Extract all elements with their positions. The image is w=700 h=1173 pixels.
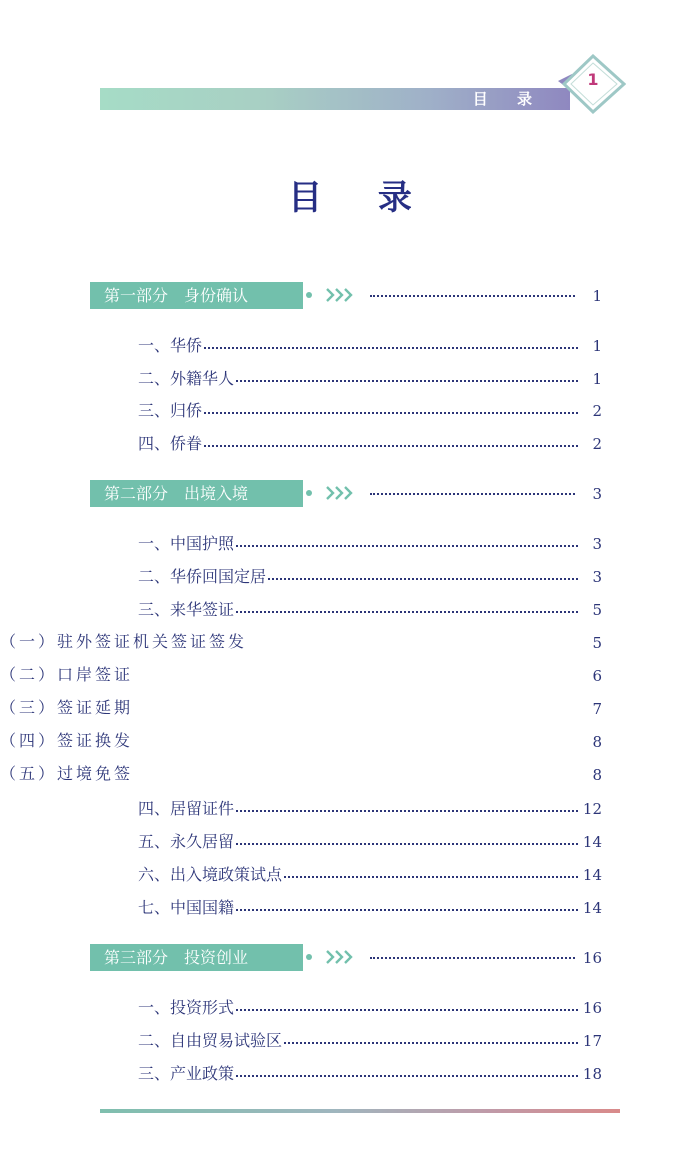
entry-label: 六、出入境政策试点 [138, 865, 283, 884]
toc-entry-row[interactable] [0, 430, 700, 458]
toc-subentry-row[interactable] [0, 728, 700, 756]
toc-entry-row[interactable] [0, 861, 700, 889]
page-number: 16 [582, 999, 602, 1017]
page-number: 8 [592, 766, 602, 784]
toc-entry-row[interactable] [0, 1060, 700, 1088]
dot-leader [370, 295, 575, 297]
toc-entry-row[interactable] [0, 828, 700, 856]
section-label: 第二部分 出境入境 [104, 484, 249, 503]
entry-label: 四、居留证件 [138, 799, 235, 818]
dot-leader [284, 1042, 578, 1044]
toc-section-row[interactable] [0, 480, 700, 508]
toc-entry-row[interactable] [0, 596, 700, 624]
page-number: 2 [592, 435, 602, 453]
entry-label: （三）签证延期 [0, 698, 134, 717]
bottom-rule [100, 1109, 620, 1113]
entry-label: 三、归侨 [138, 401, 203, 420]
entry-label: 五、永久居留 [138, 832, 235, 851]
section-tab [90, 480, 303, 507]
dot-leader [236, 909, 578, 911]
page-number: 16 [582, 949, 602, 967]
entry-label: 一、中国护照 [138, 534, 235, 553]
dot-leader [370, 493, 575, 495]
page-number: 8 [592, 733, 602, 751]
page-number: 1 [592, 287, 602, 305]
page-number: 1 [592, 337, 602, 355]
toc-entry-row[interactable] [0, 563, 700, 591]
dot-leader [236, 1009, 578, 1011]
page-number: 12 [582, 800, 602, 818]
page-number: 17 [582, 1032, 602, 1050]
toc-entry-row[interactable] [0, 795, 700, 823]
entry-label: （五）过境免签 [0, 764, 134, 783]
toc-entry-row[interactable] [0, 530, 700, 558]
toc-subentry-row[interactable] [0, 629, 700, 657]
page-number: 3 [592, 535, 602, 553]
toc-entry-row[interactable] [0, 397, 700, 425]
entry-label: 四、侨眷 [138, 434, 203, 453]
chevrons-icon [303, 944, 363, 972]
chevrons-icon [303, 282, 363, 310]
dot-leader [204, 347, 578, 349]
page-number: 2 [592, 402, 602, 420]
page-number: 5 [592, 634, 602, 652]
toc-entry-row[interactable] [0, 332, 700, 360]
toc-entry-row[interactable] [0, 1027, 700, 1055]
dot-leader [236, 1075, 578, 1077]
entry-label: （二）口岸签证 [0, 665, 134, 684]
toc-subentry-row[interactable] [0, 761, 700, 789]
header-label: 目 录 [472, 90, 544, 108]
dot-leader [236, 843, 578, 845]
page-number: 6 [592, 667, 602, 685]
toc-entry-row[interactable] [0, 365, 700, 393]
dot-leader [204, 445, 578, 447]
header-page-number: 1 [587, 70, 599, 89]
header-band [100, 88, 570, 110]
entry-label: 二、外籍华人 [138, 369, 235, 388]
toc-title: 目 录 [288, 178, 434, 218]
dot-leader [236, 545, 578, 547]
dot-leader [236, 810, 578, 812]
toc-entry-row[interactable] [0, 894, 700, 922]
section-label: 第三部分 投资创业 [104, 948, 249, 967]
dot-leader [370, 957, 575, 959]
entry-label: 二、自由贸易试验区 [138, 1031, 283, 1050]
entry-label: 一、华侨 [138, 336, 203, 355]
entry-label: 二、华侨回国定居 [138, 567, 267, 586]
dot-leader [236, 380, 578, 382]
page-number: 1 [592, 370, 602, 388]
entry-label: 一、投资形式 [138, 998, 235, 1017]
entry-label: （四）签证换发 [0, 731, 134, 750]
page-number: 7 [592, 700, 602, 718]
section-label: 第一部分 身份确认 [104, 286, 249, 305]
entry-label: 三、产业政策 [138, 1064, 235, 1083]
entry-label: 七、中国国籍 [138, 898, 235, 917]
dot-leader [204, 412, 578, 414]
toc-section-row[interactable] [0, 944, 700, 972]
page-number: 3 [592, 568, 602, 586]
page-number: 14 [582, 899, 602, 917]
dot-leader [268, 578, 578, 580]
section-tab [90, 282, 303, 309]
toc-subentry-row[interactable] [0, 662, 700, 690]
page-number: 3 [592, 485, 602, 503]
page-number: 18 [582, 1065, 602, 1083]
entry-label: （一）驻外签证机关签证签发 [0, 632, 248, 651]
toc-section-row[interactable] [0, 282, 700, 310]
page-number: 14 [582, 866, 602, 884]
page-number: 14 [582, 833, 602, 851]
page-number: 5 [592, 601, 602, 619]
chevrons-icon [303, 480, 363, 508]
toc-entry-row[interactable] [0, 994, 700, 1022]
dot-leader [284, 876, 578, 878]
dot-leader [236, 611, 578, 613]
toc-subentry-row[interactable] [0, 695, 700, 723]
section-tab [90, 944, 303, 971]
entry-label: 三、来华签证 [138, 600, 235, 619]
